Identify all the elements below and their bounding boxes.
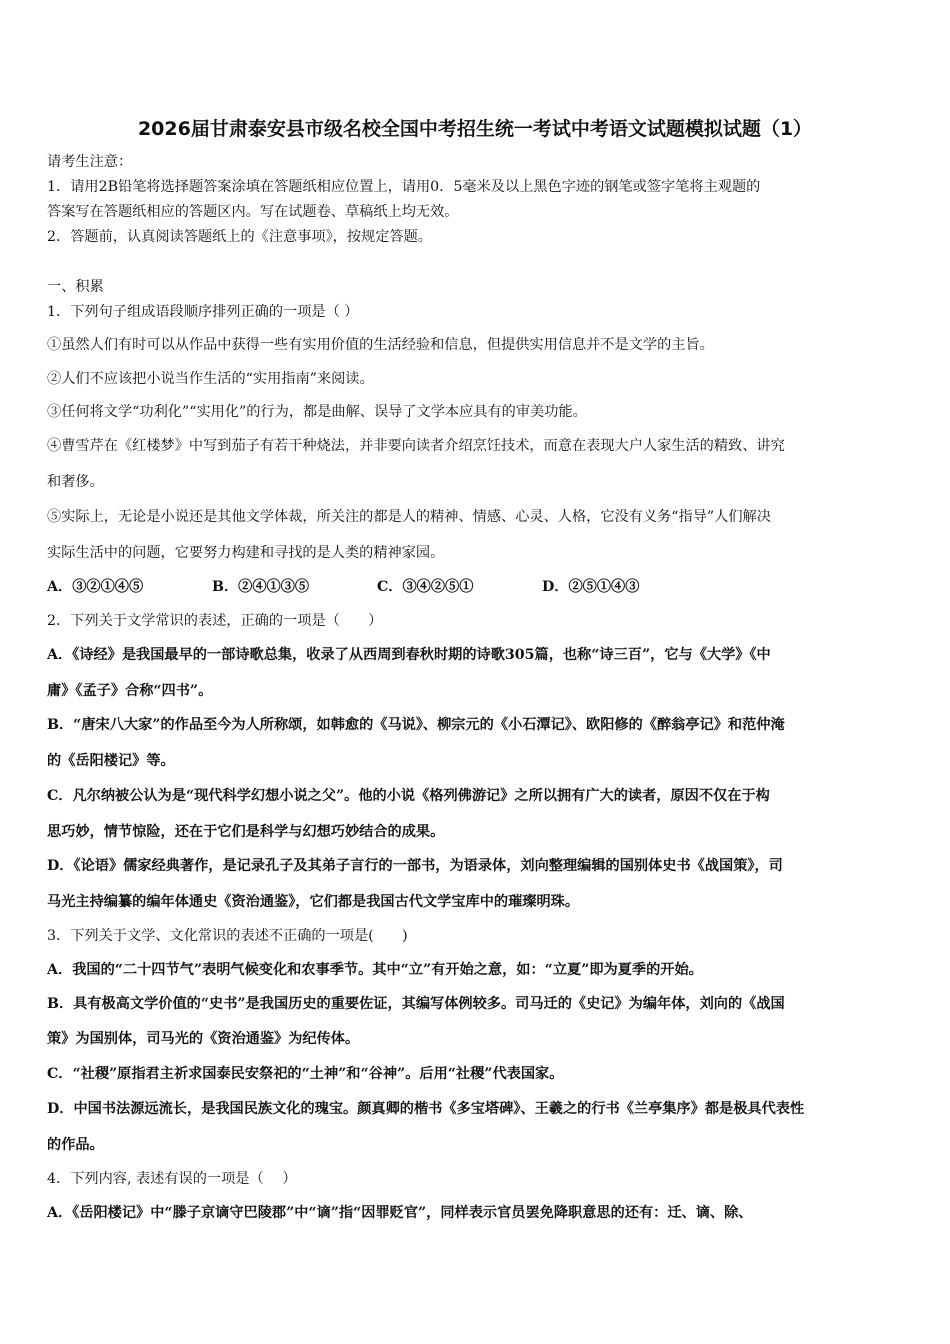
notice-item-1: 1．请用2B铅笔将选择题答案涂填在答题纸相应位置上，请用0．5毫米及以上黑色字迹的钢笔或签字笔将主观题的 [47, 179, 761, 195]
q1-sentence-3: ③任何将文学“功利化”“实用化”的行为，都是曲解、误导了文学本应具有的审美功能。 [47, 404, 587, 420]
q3-option-d-cont: 的作品。 [47, 1137, 104, 1153]
page-title: 2026届甘肃泰安县市级名校全国中考招生统一考试中考语文试题模拟试题（1） [137, 118, 813, 140]
q1-sentence-4-cont: 和奢侈。 [47, 474, 104, 490]
q3-option-a: A．我国的“二十四节气”表明气候变化和农事季节。其中“立”有开始之意，如：“立夏”即为夏季的开始。 [47, 962, 703, 978]
q2-option-b-cont: 的《岳阳楼记》等。 [47, 753, 175, 769]
q2-option-c: C．凡尔纳被公认为是“现代科学幻想小说之父”。他的小说《格列佛游记》之所以拥有广大的读者，原因不仅在于构 [47, 788, 770, 804]
q2-option-d-cont: 马光主持编纂的编年体通史《资治通鉴》，它们都是我国古代文学宝库中的璀璨明珠。 [47, 894, 580, 910]
question-2-stem: 2．下列关于文学常识的表述，正确的一项是（ ） [47, 613, 383, 629]
q2-option-a: A．《诗经》是我国最早的一部诗歌总集，收录了从西周到春秋时期的诗歌305篇，也称“诗三百”，它与《大学》《中 [47, 647, 771, 663]
q2-option-a-cont: 庸》《孟子》合称“四书”。 [47, 683, 213, 699]
q3-option-c: C．“社稷”原指君主祈求国泰民安祭祀的“土神”和“谷神”。后用“社稷”代表国家。 [47, 1066, 564, 1082]
q1-sentence-5-cont: 实际生活中的问题，它要努力构建和寻找的是人类的精神家园。 [47, 545, 445, 561]
q1-sentence-2: ②人们不应该把小说当作生活的“实用指南”来阅读。 [47, 371, 374, 387]
q3-option-d: D．中国书法源远流长，是我国民族文化的瑰宝。颜真卿的楷书《多宝塔碑》、王羲之的行书《兰亭集序》都是极具代表性 [47, 1101, 805, 1117]
q2-option-c-cont: 思巧妙，情节惊险，还在于它们是科学与幻想巧妙结合的成果。 [47, 824, 445, 840]
notice-item-1-cont: 答案写在答题纸相应的答题区内。写在试题卷、草稿纸上均无效。 [47, 204, 459, 220]
q1-option-b: B．②④①③⑤ [212, 579, 310, 595]
question-4-stem: 4．下列内容, 表述有误的一项是（ ） [47, 1171, 297, 1187]
question-1-stem: 1．下列句子组成语段顺序排列正确的一项是（ ） [47, 304, 359, 320]
q3-option-b: B．具有极高文学价值的“史书”是我国历史的重要佐证，其编写体例较多。司马迁的《史记》为编年体，刘向的《战国 [47, 996, 785, 1012]
q1-option-c: C．③④②⑤① [377, 579, 474, 595]
q4-option-a: A．《岳阳楼记》中“滕子京谪守巴陵郡”中“谪”指“因罪贬官”，同样表示官员罢免降职意思的还有：迁、谪、除、 [47, 1205, 753, 1221]
q1-sentence-4: ④曹雪芹在《红楼梦》中写到茄子有若干种烧法，并非要向读者介绍烹饪技术，而意在表现大户人家生活的精致、讲究 [47, 438, 785, 454]
q1-sentence-1: ①虽然人们有时可以从作品中获得一些有实用价值的生活经验和信息，但提供实用信息并不是文学的主旨。 [47, 337, 714, 353]
q2-option-b: B．“唐宋八大家”的作品至今为人所称颂，如韩愈的《马说》、柳宗元的《小石潭记》、欧阳修的《醉翁亭记》和范仲淹 [47, 717, 785, 733]
q2-option-d: D．《论语》儒家经典著作，是记录孔子及其弟子言行的一部书，为语录体，刘向整理编辑的国别体史书《战国策》，司 [47, 858, 783, 874]
q3-option-b-cont: 策》为国别体，司马光的《资治通鉴》为纪传体。 [47, 1031, 360, 1047]
q1-sentence-5: ⑤实际上，无论是小说还是其他文学体裁，所关注的都是人的精神、情感、心灵、人格，它没有义务“指导”人们解决 [47, 509, 771, 525]
question-3-stem: 3．下列关于文学、文化常识的表述不正确的一项是( ) [47, 928, 408, 944]
notice-item-2: 2．答题前，认真阅读答题纸上的《注意事项》，按规定答题。 [47, 229, 432, 245]
section-heading: 一、积累 [47, 279, 104, 295]
q1-option-d: D．②⑤①④③ [542, 579, 640, 595]
notice-heading: 请考生注意： [47, 154, 133, 170]
q1-option-a: A．③②①④⑤ [47, 579, 144, 595]
